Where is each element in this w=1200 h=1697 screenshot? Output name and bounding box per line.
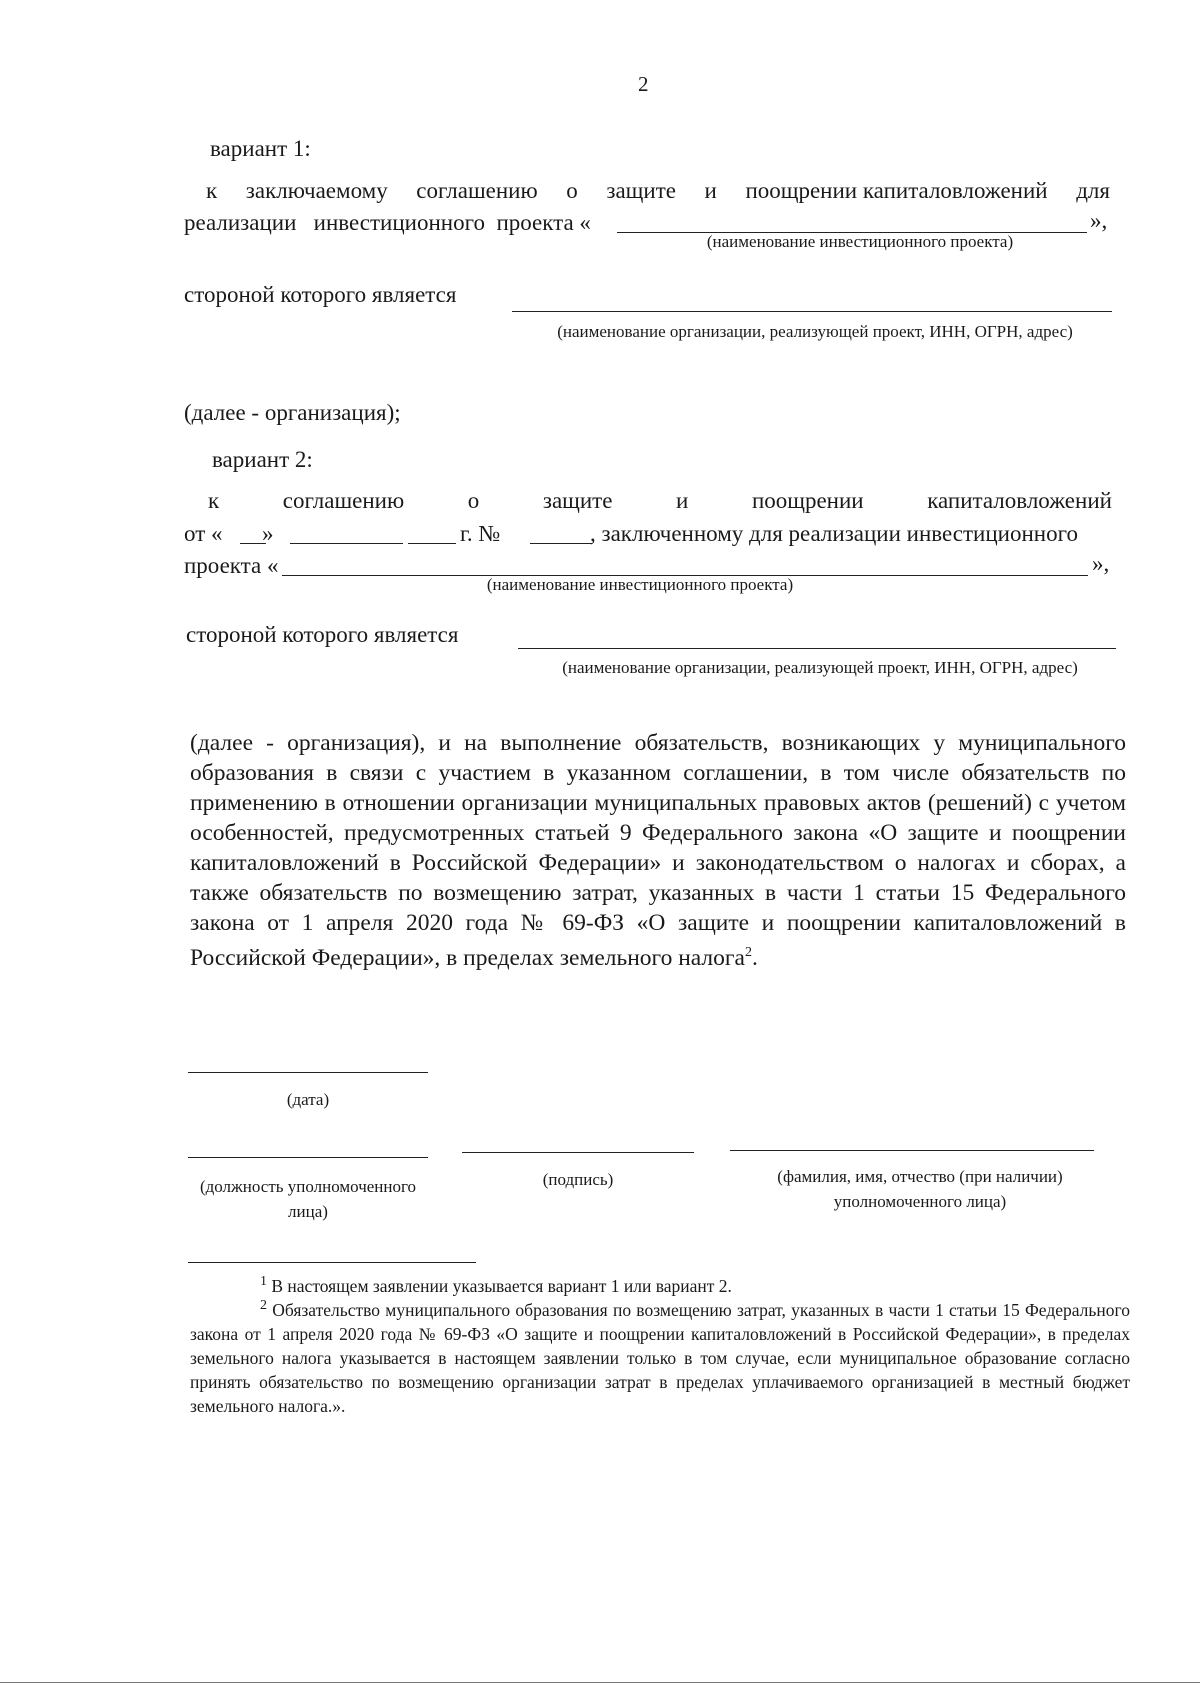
footnote-2-text: Обязательство муниципального образования по возмещению затрат, указанных в части 1 статьи 15 Федерального закона от 1 апреля 2020 года № 69-ФЗ «О защите и поощрении капиталовложений в Российской Федерации», в пределах земельного налога указывается в настоящем заявлении только в том случае, если муниципальное образование согласно принять обязательство по возмещению организации затрат в пределах уплачиваемого организацией в местный бюджет земельного налога.». — [190, 1299, 1130, 1416]
word: к — [206, 178, 218, 203]
name-line[interactable] — [730, 1150, 1094, 1151]
footnote-1-text: В настоящем заявлении указывается вариант 1 или вариант 2. — [267, 1275, 732, 1296]
variant1-label: вариант 1: — [210, 136, 311, 161]
word: защите — [606, 178, 676, 203]
agreement-number-line[interactable] — [530, 543, 592, 544]
date-line[interactable] — [188, 1072, 428, 1073]
variant1-line2-prefix: реализации инвестиционного проекта « — [184, 210, 591, 235]
close-quote: », — [1090, 208, 1108, 233]
page-number: 2 — [638, 72, 649, 96]
year-label: г. № — [460, 521, 501, 546]
word: капиталовложений — [927, 488, 1112, 513]
year-line[interactable] — [408, 543, 456, 544]
variant1-line1 — [206, 178, 1110, 204]
word: соглашению — [282, 488, 405, 513]
main-paragraph-end: . — [751, 944, 758, 971]
variant2-line2-rest: , заключенному для реализации инвестиционного — [590, 521, 1078, 546]
party-label: стороной которого является — [184, 282, 457, 307]
organization-line[interactable] — [512, 311, 1112, 312]
word: поощрении капиталовложений — [745, 178, 1048, 203]
main-paragraph — [190, 728, 1126, 973]
word: о — [467, 488, 480, 513]
footnote-2 — [190, 1294, 1130, 1418]
organization-line-2[interactable] — [518, 648, 1116, 649]
organization-caption-2: (наименование организации, реализующей проект, ИНН, ОГРН, адрес) — [562, 658, 1078, 677]
word: о — [566, 178, 578, 203]
position-line[interactable] — [188, 1157, 428, 1158]
word: к — [208, 488, 220, 513]
footnote-separator — [188, 1262, 476, 1263]
variant1-after: (далее - организация); — [184, 400, 401, 425]
word: и — [676, 488, 689, 513]
project-caption: (наименование инвестиционного проекта) — [706, 232, 1014, 251]
project-caption-2: (наименование инвестиционного проекта) — [486, 575, 794, 594]
signature-caption: (подпись) — [542, 1170, 614, 1189]
footnote-mark-1: 1 — [260, 1274, 267, 1289]
main-paragraph-text: (далее - организация), и на выполнение обязательств, возникающих у муниципального образования в связи с участием в указанном соглашении, в том числе обязательств по применению в отношении организации муниципальных правовых актов (решений) с учетом особенностей, предусмотренных статьей 9 Федерального закона «О защите и поощрении капиталовложений в Российской Федерации» и законодательством о налогах и сборах, а также обязательств по возмещению затрат, указанных в части 1 статьи 15 Федерального закона от 1 апреля 2020 года № 69-ФЗ «О защите и поощрении капиталовложений в Российской Федерации», в пределах земельного налога — [190, 730, 1126, 971]
from-label: от « — [184, 521, 223, 546]
organization-caption: (наименование организации, реализующей проект, ИНН, ОГРН, адрес) — [557, 322, 1073, 341]
month-line[interactable] — [290, 543, 403, 544]
position-caption: (должность уполномоченного лица) — [199, 1177, 417, 1221]
date-caption: (дата) — [286, 1090, 330, 1109]
name-caption: (фамилия, имя, отчество (при наличии) уполномоченного лица) — [777, 1167, 1063, 1211]
variant2-label: вариант 2: — [212, 447, 313, 472]
variant2-line1 — [208, 488, 1112, 514]
word: и — [704, 178, 717, 203]
close-quote-2: », — [1092, 551, 1110, 576]
variant2-line3-prefix: проекта « — [184, 553, 279, 578]
day-quote: » — [262, 521, 274, 546]
word: поощрении — [751, 488, 864, 513]
party-label-2: стороной которого является — [186, 622, 459, 647]
footnote-ref-2: 2 — [744, 945, 752, 960]
signature-line[interactable] — [462, 1152, 694, 1153]
word: соглашению — [416, 178, 538, 203]
footnote-mark-2: 2 — [260, 1298, 267, 1313]
scan-edge — [0, 1682, 1200, 1683]
word: заключаемому — [245, 178, 388, 203]
word: для — [1076, 178, 1110, 203]
word: защите — [542, 488, 613, 513]
